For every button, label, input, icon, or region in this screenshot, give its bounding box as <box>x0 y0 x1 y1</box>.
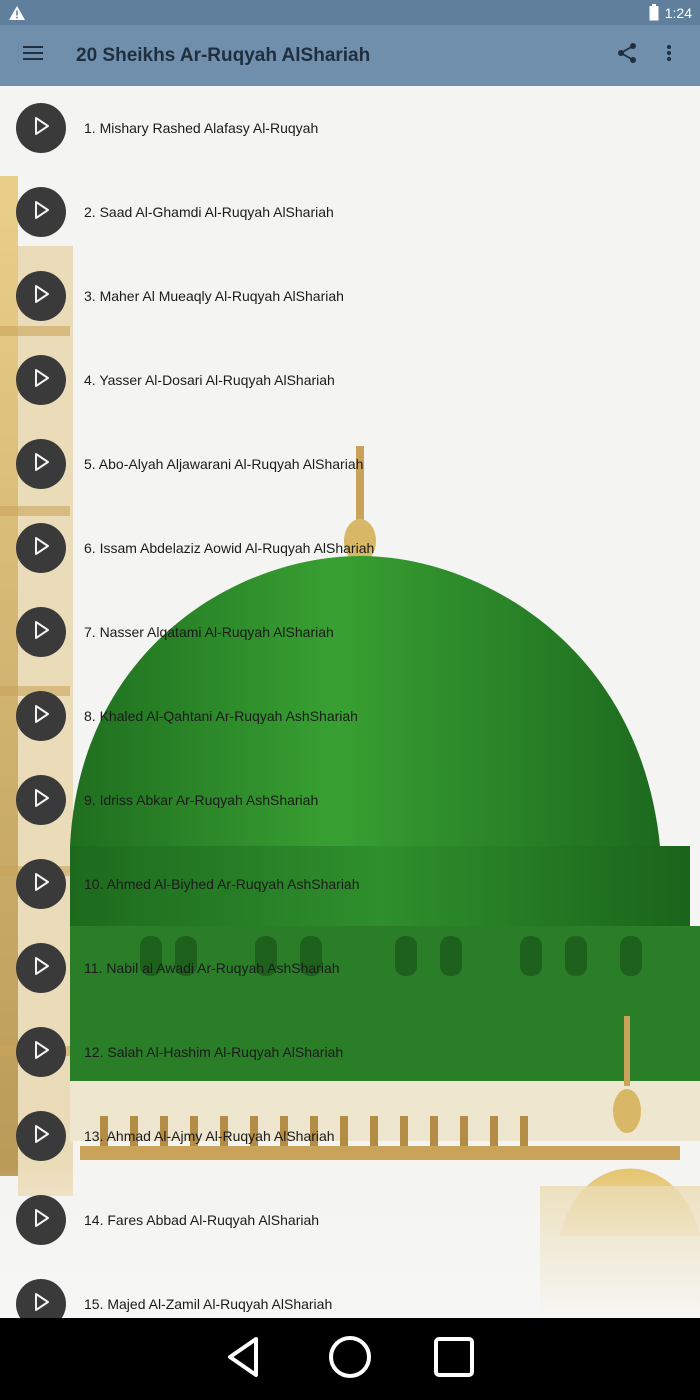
list-item[interactable] <box>0 86 700 170</box>
share-icon <box>617 42 637 69</box>
list-item[interactable] <box>0 842 700 926</box>
back-icon <box>224 1335 268 1384</box>
system-nav-bar <box>0 1318 700 1400</box>
play-icon <box>30 199 52 226</box>
play-icon <box>30 955 52 982</box>
list-item[interactable] <box>0 674 700 758</box>
play-icon <box>30 535 52 562</box>
play-icon <box>30 451 52 478</box>
play-button[interactable] <box>16 943 66 993</box>
list-item-label: 2. Saad Al-Ghamdi Al-Ruqyah AlShariah <box>84 204 334 220</box>
menu-icon <box>23 45 43 66</box>
list-item-label: 10. Ahmed Al-Biyhed Ar-Ruqyah AshShariah <box>84 876 360 892</box>
list-item-label: 15. Majed Al-Zamil Al-Ruqyah AlShariah <box>84 1296 333 1312</box>
list-item-label: 11. Nabil al Awadi Ar-Ruqyah AshShariah <box>84 960 340 976</box>
play-button[interactable] <box>16 691 66 741</box>
play-icon <box>30 703 52 730</box>
back-button[interactable] <box>194 1318 298 1400</box>
play-icon <box>30 283 52 310</box>
menu-button[interactable] <box>0 25 66 86</box>
list-item-label: 5. Abo-Alyah Aljawarani Al-Ruqyah AlShariah <box>84 456 364 472</box>
play-icon <box>30 1039 52 1066</box>
play-button[interactable] <box>16 1279 66 1318</box>
play-button[interactable] <box>16 607 66 657</box>
play-button[interactable] <box>16 859 66 909</box>
page-title: 20 Sheikhs Ar-Ruqyah AlShariah <box>76 44 371 66</box>
list-item[interactable] <box>0 422 700 506</box>
recents-button[interactable] <box>402 1318 506 1400</box>
list-item[interactable] <box>0 506 700 590</box>
more-vert-icon <box>666 44 672 67</box>
list-item[interactable] <box>0 254 700 338</box>
play-icon <box>30 871 52 898</box>
play-icon <box>30 1207 52 1234</box>
list-item[interactable] <box>0 1262 700 1318</box>
play-button[interactable] <box>16 103 66 153</box>
battery-icon <box>649 4 659 21</box>
play-button[interactable] <box>16 1111 66 1161</box>
list-item[interactable] <box>0 170 700 254</box>
list-item[interactable] <box>0 1010 700 1094</box>
list-item[interactable] <box>0 926 700 1010</box>
play-button[interactable] <box>16 1027 66 1077</box>
play-button[interactable] <box>16 775 66 825</box>
list-item[interactable] <box>0 1094 700 1178</box>
warning-icon <box>8 5 26 21</box>
play-icon <box>30 787 52 814</box>
play-button[interactable] <box>16 439 66 489</box>
play-button[interactable] <box>16 355 66 405</box>
play-icon <box>30 1291 52 1318</box>
list-item-label: 3. Maher Al Mueaqly Al-Ruqyah AlShariah <box>84 288 344 304</box>
play-icon <box>30 619 52 646</box>
list-item-label: 6. Issam Abdelaziz Aowid Al-Ruqyah AlShariah <box>84 540 375 556</box>
play-icon <box>30 367 52 394</box>
list-item[interactable] <box>0 590 700 674</box>
list-item-label: 9. Idriss Abkar Ar-Ruqyah AshShariah <box>84 792 319 808</box>
play-button[interactable] <box>16 523 66 573</box>
play-icon <box>30 115 52 142</box>
list-item-label: 14. Fares Abbad Al-Ruqyah AlShariah <box>84 1212 320 1228</box>
list-item[interactable] <box>0 1178 700 1262</box>
list-item-label: 12. Salah Al-Hashim Al-Ruqyah AlShariah <box>84 1044 344 1060</box>
list-item[interactable] <box>0 758 700 842</box>
more-options-button[interactable] <box>648 25 690 86</box>
app-bar <box>0 25 700 86</box>
list-item-label: 4. Yasser Al-Dosari Al-Ruqyah AlShariah <box>84 372 335 388</box>
list-item-label: 7. Nasser Alqatami Al-Ruqyah AlShariah <box>84 624 334 640</box>
play-button[interactable] <box>16 1195 66 1245</box>
share-button[interactable] <box>606 25 648 86</box>
recents-icon <box>433 1336 475 1383</box>
list-item-label: 13. Ahmad Al-Ajmy Al-Ruqyah AlShariah <box>84 1128 335 1144</box>
list-item-label: 1. Mishary Rashed Alafasy Al-Ruqyah <box>84 120 319 136</box>
play-icon <box>30 1123 52 1150</box>
home-icon <box>327 1334 373 1385</box>
home-button[interactable] <box>298 1318 402 1400</box>
list-item[interactable] <box>0 338 700 422</box>
list-item-label: 8. Khaled Al-Qahtani Ar-Ruqyah AshShariah <box>84 708 358 724</box>
status-bar <box>0 0 700 25</box>
play-button[interactable] <box>16 187 66 237</box>
content-area[interactable] <box>0 86 700 1318</box>
play-button[interactable] <box>16 271 66 321</box>
status-time: 1:24 <box>664 4 692 21</box>
